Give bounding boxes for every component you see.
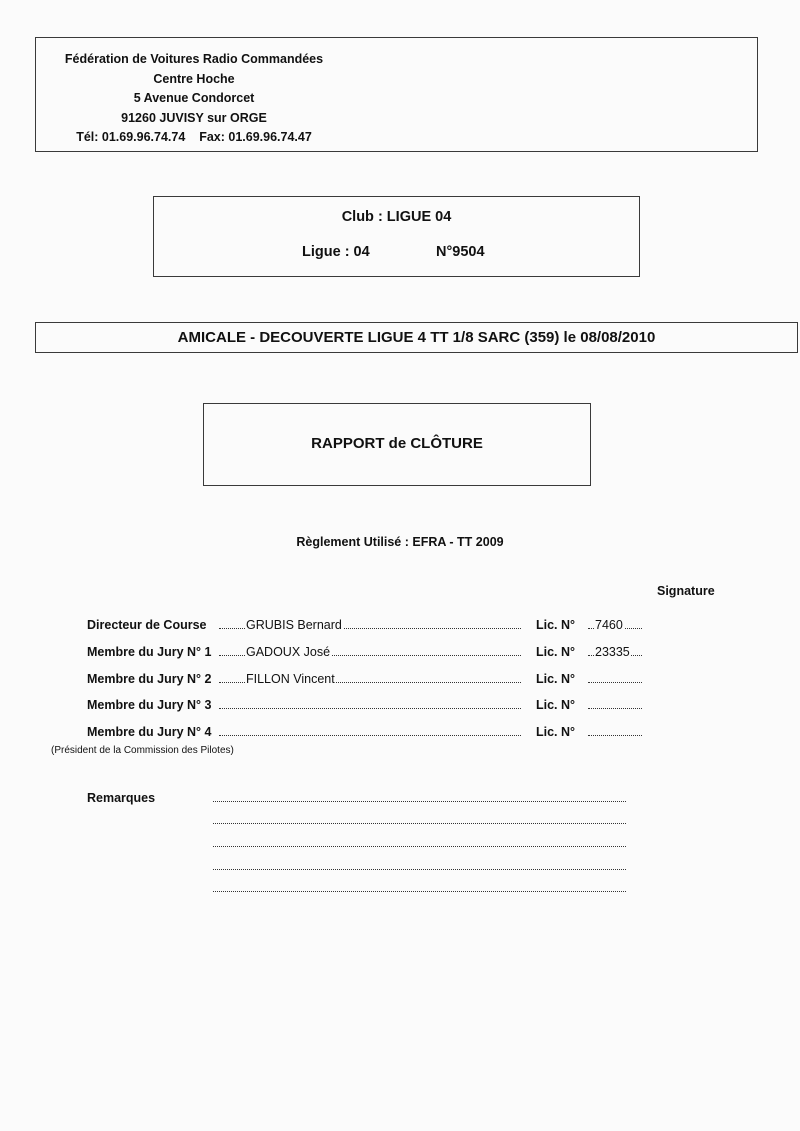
official-row-director [87, 618, 647, 638]
federation-name: Fédération de Voitures Radio Commandées [64, 52, 324, 66]
license-label: Lic. N° [536, 698, 576, 712]
license-label: Lic. N° [536, 645, 576, 659]
remark-line [213, 823, 626, 824]
federation-address [54, 50, 334, 148]
license-dotted-line [588, 682, 642, 683]
license-number: 7460 [595, 618, 623, 632]
remark-line [213, 869, 626, 870]
street-address: 5 Avenue Condorcet [133, 91, 255, 105]
official-role: Membre du Jury N° 4 [87, 725, 212, 739]
official-role: Membre du Jury N° 3 [87, 698, 212, 712]
official-name: FILLON Vincent [246, 672, 335, 686]
license-label: Lic. N° [536, 725, 576, 739]
remark-line [213, 801, 626, 802]
official-name: GADOUX José [246, 645, 331, 659]
official-role: Membre du Jury N° 2 [87, 672, 212, 686]
remark-line [213, 891, 626, 892]
phone-fax: Tél: 01.69.96.74.74 Fax: 01.69.96.74.47 [76, 130, 312, 144]
official-role: Directeur de Course [87, 618, 207, 632]
remark-line [213, 846, 626, 847]
official-row-jury-4 [87, 725, 647, 745]
event-title: AMICALE - DECOUVERTE LIGUE 4 TT 1/8 SARC (359) le 08/08/2010 [177, 329, 656, 346]
official-row-jury-1 [87, 645, 647, 665]
center-name: Centre Hoche [153, 71, 235, 86]
club-name: Club : LIGUE 04 [341, 209, 452, 225]
ligue-label: Ligue : 04 [302, 244, 370, 260]
license-label: Lic. N° [536, 618, 576, 632]
license-number: 23335 [595, 645, 630, 659]
postal-city: 91260 JUVISY sur ORGE [121, 110, 267, 125]
license-label: Lic. N° [536, 672, 576, 686]
club-box [153, 196, 640, 277]
ligue-number: N°9504 [436, 244, 485, 260]
signature-heading: Signature [657, 584, 715, 598]
report-title: RAPPORT de CLÔTURE [311, 435, 483, 452]
remarks-label: Remarques [87, 791, 156, 805]
federation-header [35, 37, 758, 152]
name-dotted-line [219, 735, 521, 736]
regulation-text: Règlement Utilisé : EFRA - TT 2009 [296, 535, 504, 549]
official-role: Membre du Jury N° 1 [87, 645, 212, 659]
president-note: (Président de la Commission des Pilotes) [51, 745, 234, 756]
license-dotted-line [588, 708, 642, 709]
official-row-jury-3 [87, 698, 647, 718]
report-box [203, 403, 591, 486]
name-dotted-line [219, 708, 521, 709]
license-dotted-line [588, 735, 642, 736]
event-box [35, 322, 798, 353]
official-row-jury-2 [87, 672, 647, 692]
official-name: GRUBIS Bernard [246, 618, 342, 632]
